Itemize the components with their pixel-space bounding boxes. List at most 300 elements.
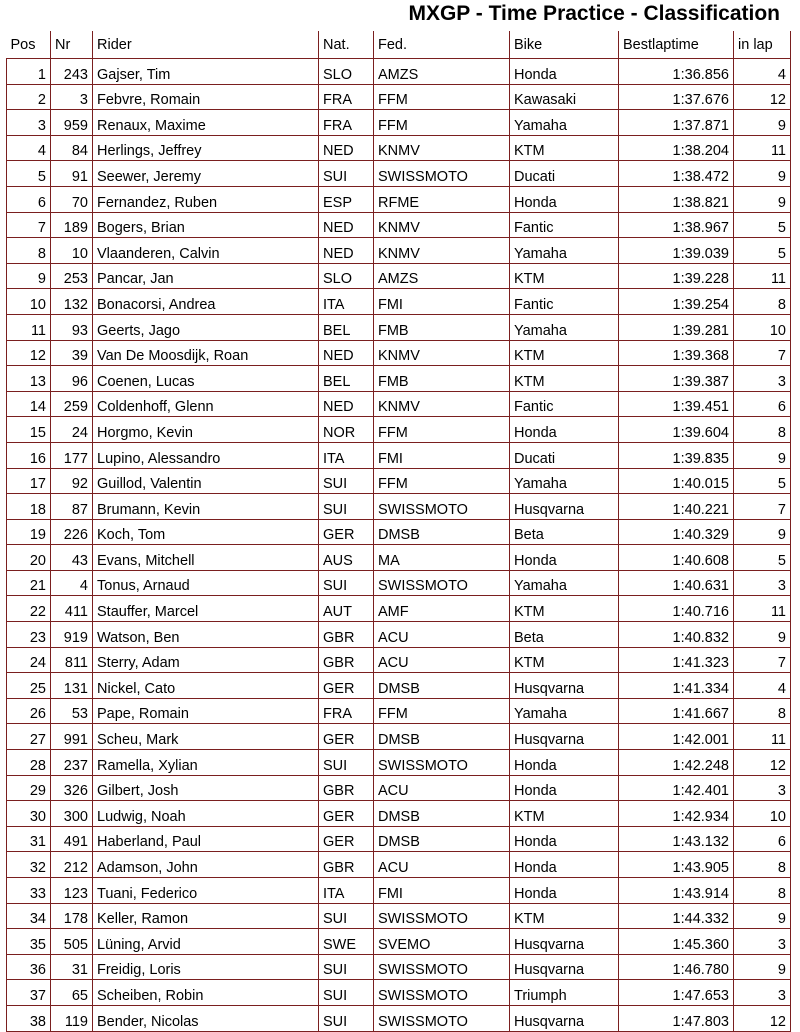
cell-bestlaptime: 1:40.608 — [619, 545, 734, 571]
cell-in-lap: 7 — [734, 494, 791, 520]
cell-bestlaptime: 1:42.934 — [619, 801, 734, 827]
cell-rider: Pape, Romain — [93, 698, 319, 724]
table-row — [7, 442, 791, 468]
cell-nat: SUI — [319, 750, 374, 776]
table-row — [7, 494, 791, 520]
cell-bike: KTM — [510, 596, 619, 622]
cell-bestlaptime: 1:42.001 — [619, 724, 734, 750]
cell-fed: SWISSMOTO — [374, 494, 510, 520]
cell-in-lap: 9 — [734, 903, 791, 929]
cell-bestlaptime: 1:38.821 — [619, 186, 734, 212]
cell-fed: DMSB — [374, 801, 510, 827]
cell-rider: Tuani, Federico — [93, 878, 319, 904]
cell-in-lap: 10 — [734, 801, 791, 827]
cell-rider: Seewer, Jeremy — [93, 161, 319, 187]
cell-rider: Van De Moosdijk, Roan — [93, 340, 319, 366]
cell-nr: 132 — [51, 289, 93, 315]
cell-pos: 7 — [7, 212, 51, 238]
cell-nr: 178 — [51, 903, 93, 929]
cell-rider: Bonacorsi, Andrea — [93, 289, 319, 315]
cell-nat: NED — [319, 391, 374, 417]
cell-bike: Husqvarna — [510, 494, 619, 520]
cell-pos: 33 — [7, 878, 51, 904]
cell-fed: FFM — [374, 84, 510, 110]
cell-pos: 27 — [7, 724, 51, 750]
cell-rider: Lüning, Arvid — [93, 929, 319, 955]
table-row — [7, 391, 791, 417]
cell-nr: 411 — [51, 596, 93, 622]
cell-in-lap: 7 — [734, 340, 791, 366]
cell-nr: 226 — [51, 519, 93, 545]
cell-fed: AMZS — [374, 59, 510, 85]
cell-pos: 29 — [7, 775, 51, 801]
cell-in-lap: 9 — [734, 442, 791, 468]
cell-fed: FFM — [374, 110, 510, 136]
cell-pos: 10 — [7, 289, 51, 315]
cell-bestlaptime: 1:41.323 — [619, 647, 734, 673]
cell-fed: DMSB — [374, 673, 510, 699]
cell-bike: KTM — [510, 801, 619, 827]
cell-fed: FFM — [374, 468, 510, 494]
cell-nr: 39 — [51, 340, 93, 366]
cell-in-lap: 5 — [734, 545, 791, 571]
cell-nat: GER — [319, 519, 374, 545]
cell-bestlaptime: 1:39.604 — [619, 417, 734, 443]
cell-bike: Yamaha — [510, 570, 619, 596]
cell-pos: 19 — [7, 519, 51, 545]
cell-bestlaptime: 1:40.631 — [619, 570, 734, 596]
cell-bestlaptime: 1:41.334 — [619, 673, 734, 699]
cell-in-lap: 8 — [734, 852, 791, 878]
cell-nr: 919 — [51, 622, 93, 648]
cell-in-lap: 7 — [734, 647, 791, 673]
cell-bike: KTM — [510, 263, 619, 289]
cell-rider: Gilbert, Josh — [93, 775, 319, 801]
cell-fed: FMI — [374, 878, 510, 904]
cell-fed: FMB — [374, 366, 510, 392]
cell-bike: Yamaha — [510, 468, 619, 494]
cell-in-lap: 5 — [734, 468, 791, 494]
cell-pos: 31 — [7, 826, 51, 852]
cell-bestlaptime: 1:42.401 — [619, 775, 734, 801]
cell-in-lap: 11 — [734, 724, 791, 750]
cell-bestlaptime: 1:47.653 — [619, 980, 734, 1006]
cell-nat: ITA — [319, 878, 374, 904]
cell-pos: 24 — [7, 647, 51, 673]
table-row — [7, 340, 791, 366]
cell-bestlaptime: 1:38.967 — [619, 212, 734, 238]
cell-bike: Beta — [510, 622, 619, 648]
table-row — [7, 570, 791, 596]
cell-fed: SWISSMOTO — [374, 954, 510, 980]
cell-nat: NED — [319, 238, 374, 264]
cell-fed: KNMV — [374, 212, 510, 238]
cell-bike: Fantic — [510, 289, 619, 315]
cell-fed: FFM — [374, 698, 510, 724]
cell-bike: Yamaha — [510, 238, 619, 264]
cell-rider: Haberland, Paul — [93, 826, 319, 852]
cell-nr: 131 — [51, 673, 93, 699]
cell-nr: 3 — [51, 84, 93, 110]
cell-nat: NED — [319, 212, 374, 238]
cell-fed: SWISSMOTO — [374, 1005, 510, 1031]
table-row — [7, 596, 791, 622]
cell-in-lap: 3 — [734, 929, 791, 955]
cell-bike: Beta — [510, 519, 619, 545]
cell-in-lap: 9 — [734, 161, 791, 187]
cell-rider: Pancar, Jan — [93, 263, 319, 289]
cell-in-lap: 9 — [734, 519, 791, 545]
cell-bike: Honda — [510, 417, 619, 443]
cell-in-lap: 4 — [734, 59, 791, 85]
cell-pos: 20 — [7, 545, 51, 571]
cell-pos: 28 — [7, 750, 51, 776]
table-row — [7, 878, 791, 904]
cell-pos: 8 — [7, 238, 51, 264]
cell-nat: SUI — [319, 570, 374, 596]
cell-bestlaptime: 1:38.472 — [619, 161, 734, 187]
table-row — [7, 59, 791, 85]
table-row — [7, 135, 791, 161]
table-row — [7, 186, 791, 212]
cell-rider: Brumann, Kevin — [93, 494, 319, 520]
table-row — [7, 750, 791, 776]
cell-fed: DMSB — [374, 519, 510, 545]
table-row — [7, 161, 791, 187]
cell-nr: 177 — [51, 442, 93, 468]
cell-rider: Herlings, Jeffrey — [93, 135, 319, 161]
cell-pos: 6 — [7, 186, 51, 212]
cell-rider: Vlaanderen, Calvin — [93, 238, 319, 264]
cell-in-lap: 3 — [734, 775, 791, 801]
cell-rider: Scheiben, Robin — [93, 980, 319, 1006]
cell-nr: 93 — [51, 314, 93, 340]
cell-bike: KTM — [510, 340, 619, 366]
cell-pos: 2 — [7, 84, 51, 110]
cell-pos: 12 — [7, 340, 51, 366]
cell-nat: SUI — [319, 161, 374, 187]
cell-nr: 259 — [51, 391, 93, 417]
column-header-bike: Bike — [510, 31, 619, 59]
column-header-rider: Rider — [93, 31, 319, 59]
cell-rider: Febvre, Romain — [93, 84, 319, 110]
table-row — [7, 238, 791, 264]
cell-nr: 4 — [51, 570, 93, 596]
cell-bestlaptime: 1:39.835 — [619, 442, 734, 468]
column-header-bestlaptime: Bestlaptime — [619, 31, 734, 59]
cell-in-lap: 6 — [734, 826, 791, 852]
cell-fed: FFM — [374, 417, 510, 443]
cell-bestlaptime: 1:39.368 — [619, 340, 734, 366]
cell-pos: 15 — [7, 417, 51, 443]
cell-in-lap: 12 — [734, 1005, 791, 1031]
cell-bestlaptime: 1:37.676 — [619, 84, 734, 110]
cell-pos: 35 — [7, 929, 51, 955]
cell-in-lap: 3 — [734, 570, 791, 596]
cell-nr: 991 — [51, 724, 93, 750]
column-header-fed: Fed. — [374, 31, 510, 59]
cell-bike: Yamaha — [510, 110, 619, 136]
table-row — [7, 110, 791, 136]
cell-nr: 253 — [51, 263, 93, 289]
table-row — [7, 698, 791, 724]
cell-nat: BEL — [319, 366, 374, 392]
cell-in-lap: 8 — [734, 878, 791, 904]
cell-nat: SLO — [319, 263, 374, 289]
cell-rider: Evans, Mitchell — [93, 545, 319, 571]
cell-bike: Husqvarna — [510, 724, 619, 750]
cell-fed: KNMV — [374, 391, 510, 417]
cell-nat: FRA — [319, 110, 374, 136]
cell-nat: SUI — [319, 1005, 374, 1031]
table-row — [7, 366, 791, 392]
cell-rider: Ludwig, Noah — [93, 801, 319, 827]
cell-pos: 13 — [7, 366, 51, 392]
table-row — [7, 417, 791, 443]
table-row — [7, 826, 791, 852]
cell-nr: 326 — [51, 775, 93, 801]
cell-bestlaptime: 1:43.914 — [619, 878, 734, 904]
column-header-in-lap: in lap — [734, 31, 791, 59]
cell-bestlaptime: 1:39.254 — [619, 289, 734, 315]
cell-rider: Sterry, Adam — [93, 647, 319, 673]
cell-bestlaptime: 1:38.204 — [619, 135, 734, 161]
cell-bestlaptime: 1:40.221 — [619, 494, 734, 520]
cell-nr: 811 — [51, 647, 93, 673]
cell-in-lap: 8 — [734, 417, 791, 443]
cell-pos: 32 — [7, 852, 51, 878]
cell-fed: DMSB — [374, 826, 510, 852]
cell-rider: Renaux, Maxime — [93, 110, 319, 136]
cell-in-lap: 11 — [734, 263, 791, 289]
cell-bestlaptime: 1:39.228 — [619, 263, 734, 289]
cell-rider: Coenen, Lucas — [93, 366, 319, 392]
cell-pos: 23 — [7, 622, 51, 648]
cell-bestlaptime: 1:39.039 — [619, 238, 734, 264]
cell-bestlaptime: 1:42.248 — [619, 750, 734, 776]
cell-rider: Scheu, Mark — [93, 724, 319, 750]
table-row — [7, 622, 791, 648]
cell-bestlaptime: 1:37.871 — [619, 110, 734, 136]
cell-rider: Watson, Ben — [93, 622, 319, 648]
cell-pos: 30 — [7, 801, 51, 827]
cell-nr: 119 — [51, 1005, 93, 1031]
cell-bestlaptime: 1:40.832 — [619, 622, 734, 648]
classification-table — [6, 31, 791, 1032]
cell-bestlaptime: 1:39.387 — [619, 366, 734, 392]
cell-pos: 26 — [7, 698, 51, 724]
cell-fed: KNMV — [374, 238, 510, 264]
cell-rider: Horgmo, Kevin — [93, 417, 319, 443]
table-row — [7, 801, 791, 827]
cell-pos: 34 — [7, 903, 51, 929]
cell-fed: AMZS — [374, 263, 510, 289]
cell-nat: SUI — [319, 494, 374, 520]
table-row — [7, 775, 791, 801]
table-row — [7, 929, 791, 955]
cell-nat: SUI — [319, 468, 374, 494]
cell-bike: Honda — [510, 750, 619, 776]
cell-nat: SUI — [319, 954, 374, 980]
cell-pos: 16 — [7, 442, 51, 468]
cell-nat: FRA — [319, 84, 374, 110]
cell-nr: 84 — [51, 135, 93, 161]
cell-nr: 96 — [51, 366, 93, 392]
cell-fed: FMI — [374, 289, 510, 315]
cell-pos: 14 — [7, 391, 51, 417]
cell-nat: ITA — [319, 442, 374, 468]
cell-in-lap: 8 — [734, 289, 791, 315]
cell-bike: Fantic — [510, 212, 619, 238]
table-row — [7, 724, 791, 750]
cell-fed: ACU — [374, 647, 510, 673]
cell-nr: 300 — [51, 801, 93, 827]
cell-in-lap: 4 — [734, 673, 791, 699]
cell-fed: AMF — [374, 596, 510, 622]
cell-pos: 9 — [7, 263, 51, 289]
cell-rider: Gajser, Tim — [93, 59, 319, 85]
cell-rider: Adamson, John — [93, 852, 319, 878]
cell-bestlaptime: 1:40.329 — [619, 519, 734, 545]
cell-nr: 53 — [51, 698, 93, 724]
cell-fed: SWISSMOTO — [374, 903, 510, 929]
cell-fed: SWISSMOTO — [374, 980, 510, 1006]
cell-bike: Honda — [510, 186, 619, 212]
cell-bike: Honda — [510, 852, 619, 878]
cell-nr: 243 — [51, 59, 93, 85]
cell-pos: 17 — [7, 468, 51, 494]
cell-fed: MA — [374, 545, 510, 571]
cell-bestlaptime: 1:39.281 — [619, 314, 734, 340]
cell-nr: 237 — [51, 750, 93, 776]
cell-fed: ACU — [374, 622, 510, 648]
table-row — [7, 545, 791, 571]
table-row — [7, 468, 791, 494]
cell-fed: SVEMO — [374, 929, 510, 955]
cell-fed: FMB — [374, 314, 510, 340]
cell-fed: SWISSMOTO — [374, 750, 510, 776]
cell-nat: GBR — [319, 647, 374, 673]
cell-nat: NED — [319, 340, 374, 366]
cell-nr: 212 — [51, 852, 93, 878]
cell-pos: 36 — [7, 954, 51, 980]
table-row — [7, 289, 791, 315]
cell-bike: Honda — [510, 545, 619, 571]
cell-nr: 70 — [51, 186, 93, 212]
cell-fed: SWISSMOTO — [374, 570, 510, 596]
cell-rider: Tonus, Arnaud — [93, 570, 319, 596]
cell-bestlaptime: 1:40.716 — [619, 596, 734, 622]
cell-bestlaptime: 1:36.856 — [619, 59, 734, 85]
cell-nr: 91 — [51, 161, 93, 187]
cell-rider: Stauffer, Marcel — [93, 596, 319, 622]
cell-in-lap: 12 — [734, 750, 791, 776]
cell-bike: Fantic — [510, 391, 619, 417]
cell-bike: Honda — [510, 775, 619, 801]
cell-pos: 5 — [7, 161, 51, 187]
cell-in-lap: 10 — [734, 314, 791, 340]
column-header-nr: Nr — [51, 31, 93, 59]
cell-nr: 959 — [51, 110, 93, 136]
cell-pos: 37 — [7, 980, 51, 1006]
cell-bike: Husqvarna — [510, 954, 619, 980]
cell-pos: 22 — [7, 596, 51, 622]
table-row — [7, 84, 791, 110]
table-row — [7, 647, 791, 673]
cell-nat: FRA — [319, 698, 374, 724]
cell-nat: GBR — [319, 622, 374, 648]
cell-fed: KNMV — [374, 340, 510, 366]
cell-fed: FMI — [374, 442, 510, 468]
cell-bike: Honda — [510, 826, 619, 852]
cell-bike: Yamaha — [510, 314, 619, 340]
cell-nat: GER — [319, 673, 374, 699]
cell-nat: AUT — [319, 596, 374, 622]
table-row — [7, 314, 791, 340]
cell-nat: GER — [319, 724, 374, 750]
cell-nr: 65 — [51, 980, 93, 1006]
cell-pos: 18 — [7, 494, 51, 520]
cell-nat: SWE — [319, 929, 374, 955]
cell-bestlaptime: 1:43.905 — [619, 852, 734, 878]
cell-rider: Keller, Ramon — [93, 903, 319, 929]
cell-bike: Ducati — [510, 442, 619, 468]
cell-in-lap: 5 — [734, 238, 791, 264]
cell-rider: Ramella, Xylian — [93, 750, 319, 776]
cell-bestlaptime: 1:43.132 — [619, 826, 734, 852]
cell-nat: ITA — [319, 289, 374, 315]
cell-bike: Ducati — [510, 161, 619, 187]
cell-fed: RFME — [374, 186, 510, 212]
cell-in-lap: 11 — [734, 596, 791, 622]
cell-rider: Guillod, Valentin — [93, 468, 319, 494]
cell-bike: Triumph — [510, 980, 619, 1006]
cell-fed: ACU — [374, 775, 510, 801]
cell-nat: AUS — [319, 545, 374, 571]
cell-rider: Lupino, Alessandro — [93, 442, 319, 468]
cell-fed: DMSB — [374, 724, 510, 750]
column-header-nat: Nat. — [319, 31, 374, 59]
table-row — [7, 903, 791, 929]
cell-pos: 1 — [7, 59, 51, 85]
cell-nat: ESP — [319, 186, 374, 212]
cell-in-lap: 3 — [734, 366, 791, 392]
cell-in-lap: 9 — [734, 622, 791, 648]
cell-in-lap: 8 — [734, 698, 791, 724]
cell-bike: KTM — [510, 135, 619, 161]
column-header-pos: Pos — [7, 31, 51, 59]
table-row — [7, 980, 791, 1006]
cell-pos: 25 — [7, 673, 51, 699]
cell-in-lap: 9 — [734, 954, 791, 980]
cell-nat: SUI — [319, 980, 374, 1006]
cell-in-lap: 9 — [734, 186, 791, 212]
cell-pos: 3 — [7, 110, 51, 136]
cell-in-lap: 3 — [734, 980, 791, 1006]
cell-in-lap: 6 — [734, 391, 791, 417]
cell-in-lap: 12 — [734, 84, 791, 110]
table-row — [7, 212, 791, 238]
cell-bike: Husqvarna — [510, 1005, 619, 1031]
cell-nr: 10 — [51, 238, 93, 264]
cell-rider: Nickel, Cato — [93, 673, 319, 699]
cell-nat: NED — [319, 135, 374, 161]
table-row — [7, 852, 791, 878]
cell-bestlaptime: 1:46.780 — [619, 954, 734, 980]
cell-bike: Kawasaki — [510, 84, 619, 110]
cell-fed: ACU — [374, 852, 510, 878]
cell-rider: Fernandez, Ruben — [93, 186, 319, 212]
